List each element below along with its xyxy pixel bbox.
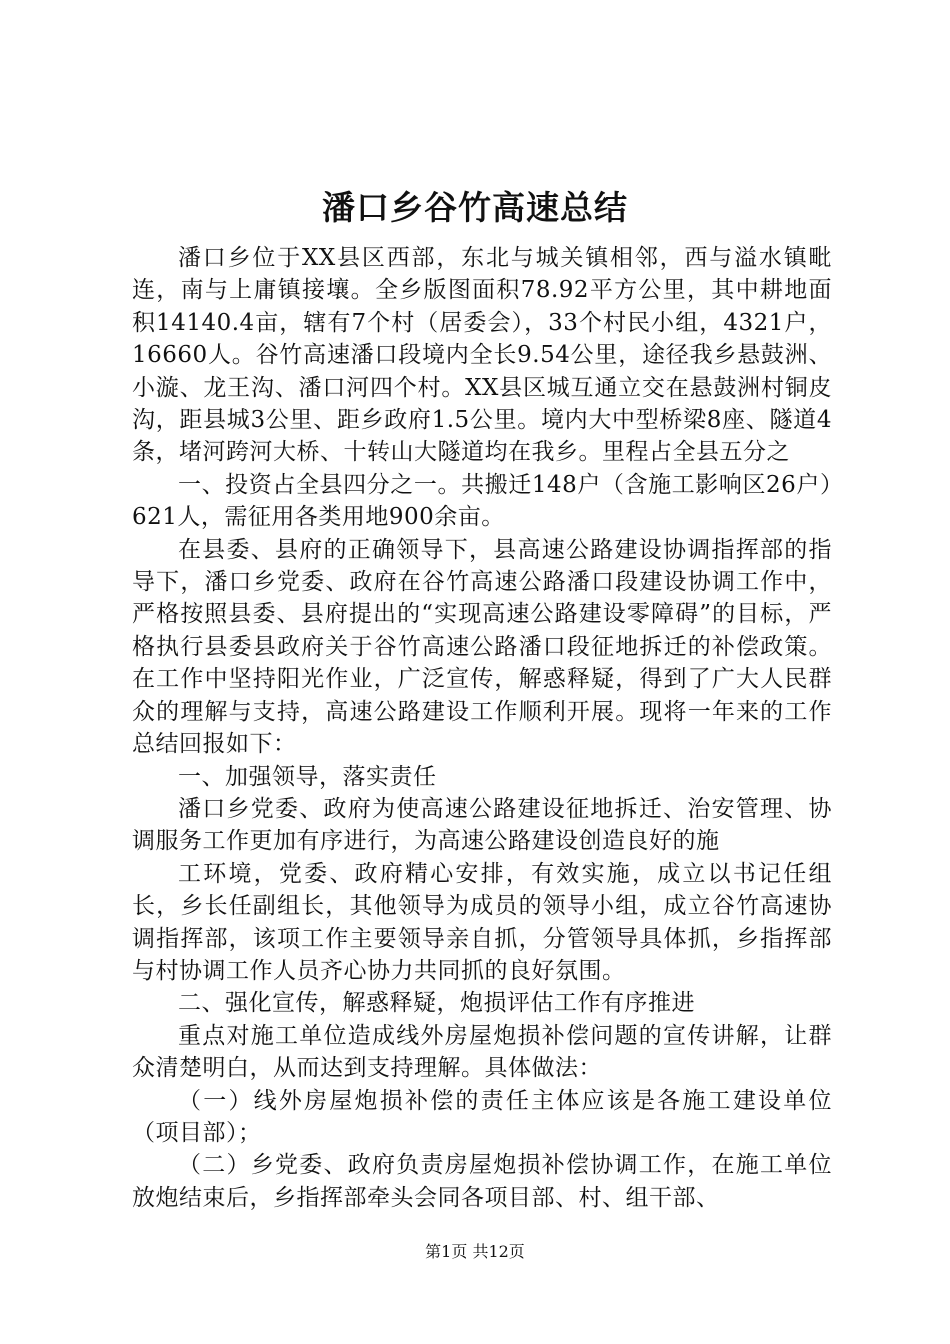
list-item-2: （二）乡党委、政府负责房屋炮损补偿协调工作，在施工单位放炮结束后，乡指挥部牵头会同各项目部、村、组干部、	[132, 1152, 832, 1211]
paragraph-section-1-b: 工环境，党委、政府精心安排，有效实施，成立以书记任组长，乡长任副组长，其他领导为成员的领导小组，成立谷竹高速协调指挥部，该项工作主要领导亲自抓，分管领导具体抓，乡指挥部与村协调工作人员齐心协力共同抓的良好氛围。	[132, 860, 832, 984]
section-heading-2: 二、强化宣传，解惑释疑，炮损评估工作有序推进	[178, 990, 695, 1017]
document-title: 潘口乡谷竹高速总结	[322, 188, 628, 227]
paragraph-investment: 一、投资占全县四分之一。共搬迁148户（含施工影响区26户）621人，需征用各类用地900余亩。	[132, 471, 832, 531]
page-number: 第1页 共12页	[425, 1242, 525, 1261]
paragraph-leadership-context: 在县委、县府的正确领导下，县高速公路建设协调指挥部的指导下，潘口乡党委、政府在谷竹高速公路潘口段建设协调工作中，严格按照县委、县府提出的“实现高速公路建设零障碍”的目标，严格执行县委县政府关于谷竹高速公路潘口段征地拆迁的补偿政策。在工作中坚持阳光作业，广泛宣传，解惑释疑，得到了广大人民群众的理解与支持，高速公路建设工作顺利开展。现将一年来的工作总结回报如下：	[132, 536, 832, 758]
section-heading-1: 一、加强领导，落实责任	[178, 763, 437, 790]
list-item-1: （一）线外房屋炮损补偿的责任主体应该是各施工建设单位（项目部）；	[132, 1087, 832, 1146]
paragraph-section-2: 重点对施工单位造成线外房屋炮损补偿问题的宣传讲解，让群众清楚明白，从而达到支持理解。具体做法：	[132, 1022, 832, 1082]
paragraph-overview: 潘口乡位于XX县区西部，东北与城关镇相邻，西与溢水镇毗连，南与上庸镇接壤。全乡版图面积78.92平方公里，其中耕地面积14140.4亩，辖有7个村（居委会），33个村民小组，4321户，16660人。谷竹高速潘口段境内全长9.54公里，途径我乡悬鼓洲、小漩、龙王沟、潘口河四个村。XX县区城互通立交在悬鼓洲村铜皮沟，距县城3公里、距乡政府1.5公里。境内大中型桥梁8座、隧道4条，堵河跨河大桥、十转山大隧道均在我乡。里程占全县五分之	[132, 245, 832, 466]
document-body	[132, 242, 832, 1214]
paragraph-section-1-a: 潘口乡党委、政府为使高速公路建设征地拆迁、治安管理、协调服务工作更加有序进行，为高速公路建设创造良好的施	[132, 795, 832, 855]
